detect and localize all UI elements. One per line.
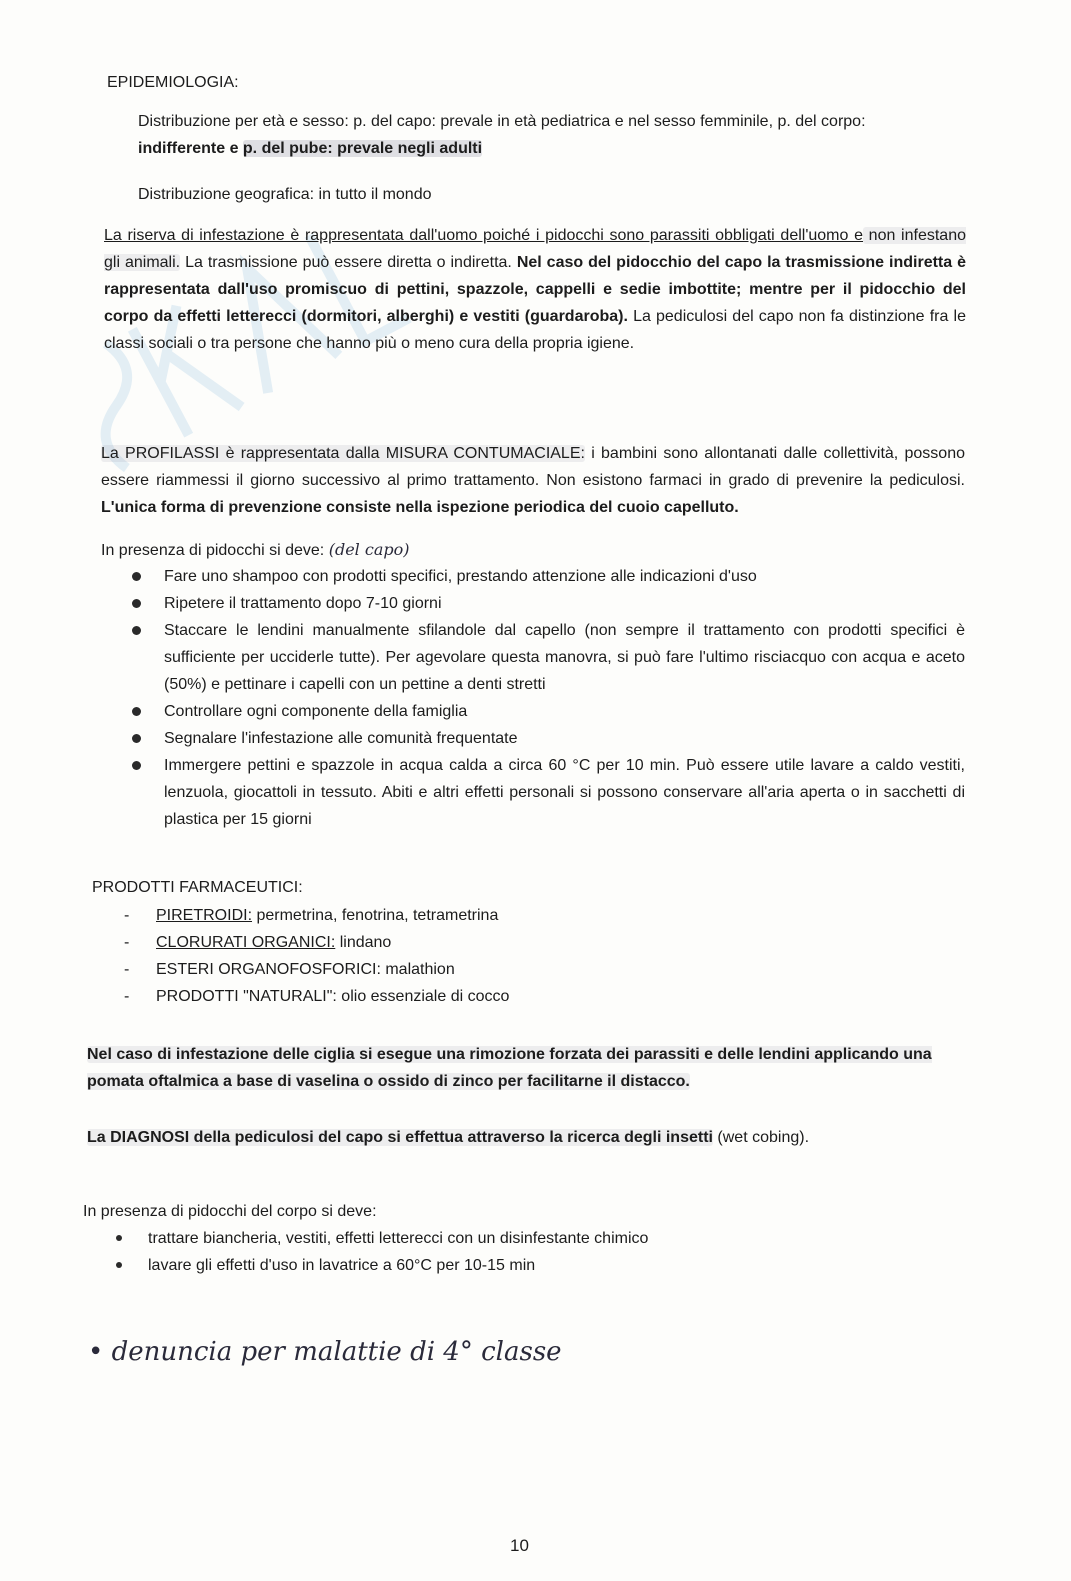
diagnosi-wet-cobing: (wet cobing). — [712, 1129, 810, 1146]
bullet-icon — [132, 572, 141, 581]
dist-eta-pube: p. del pube: prevale negli adulti — [242, 140, 483, 157]
riserva-trasmissione: La trasmissione può essere diretta o indiretta. — [180, 254, 512, 271]
dash-icon: - — [124, 934, 130, 951]
diagnosi-text: La DIAGNOSI della pediculosi del capo si effettua attraverso la ricerca degli insetti — [87, 1129, 713, 1146]
prodotti-list — [122, 902, 722, 1010]
riserva-classi-sociali: La pediculosi del capo non fa distinzione fra le classi sociali o tra persone che hanno più o meno cura della propria igiene. — [104, 308, 966, 352]
epidemiologia-heading: EPIDEMIOLOGIA: — [107, 74, 239, 91]
list-item: lavare gli effetti d'uso in lavatrice a 60°C per 10-15 min — [114, 1252, 814, 1279]
presenza-capo-list — [130, 563, 965, 833]
presenza-capo-text: In presenza di pidocchi si deve: — [101, 542, 325, 559]
list-item: Controllare ogni componente della famiglia — [130, 698, 965, 725]
presenza-capo-intro — [101, 536, 409, 564]
handwritten-note — [88, 1332, 562, 1372]
riserva-animali: non infestano gli animali. — [104, 227, 966, 271]
bullet-icon — [116, 1235, 122, 1241]
bullet-icon — [132, 707, 141, 716]
list-item: Ripetere il trattamento dopo 7-10 giorni — [130, 590, 965, 617]
bullet-icon — [132, 599, 141, 608]
diagnosi-paragraph — [87, 1124, 967, 1151]
dist-eta-corpo: indifferente e — [138, 140, 243, 157]
presenza-corpo-list — [114, 1225, 814, 1279]
riserva-paragraph — [104, 222, 966, 357]
prodotti-heading: PRODOTTI FARMACEUTICI: — [92, 879, 303, 896]
profilassi-paragraph — [101, 440, 965, 521]
bullet-icon — [132, 761, 141, 770]
bullet-icon — [132, 734, 141, 743]
list-item: Staccare le lendini manualmente sfilandole dal capello (non sempre il trattamento con prodotti specifici è sufficiente per ucciderle tutte). Per agevolare questa manovra, si può fare l'ultimo risciacquo con acqua e aceto (50%) e pettinare i capelli con un pettine a denti stretti — [130, 617, 965, 698]
bullet-icon — [132, 626, 141, 635]
ciglia-paragraph — [87, 1041, 967, 1095]
profilassi-ispezione: L'unica forma di prevenzione consiste nella ispezione periodica del cuoio capelluto. — [101, 499, 739, 516]
page-number: 10 — [510, 1536, 529, 1555]
list-item: - PIRETROIDI: permetrina, fenotrina, tetrametrina — [122, 902, 722, 929]
ciglia-text: Nel caso di infestazione delle ciglia si esegue una rimozione forzata dei parassiti e delle lendini applicando una pomata oftalmica a base di vaselina o ossido di zinco per facilitarne il distacco. — [87, 1046, 932, 1090]
profilassi-bambini: i bambini sono allontanati dalle collettività, possono essere riammessi il giorno successivo al primo trattamento. Non esistono farmaci in grado di prevenire la pediculosi. — [101, 445, 965, 489]
handwritten-note-text: denuncia per malattie di 4° classe — [111, 1337, 562, 1367]
handwritten-del-capo: (del capo) — [328, 540, 410, 559]
distribuzione-geografica: Distribuzione geografica: in tutto il mondo — [138, 186, 432, 203]
list-item: - PRODOTTI "NATURALI": olio essenziale di cocco — [122, 983, 722, 1010]
dist-eta-capo: p. del capo: prevale in età pediatrica e nel sesso femminile, p. del corpo: — [353, 113, 866, 130]
dash-icon: - — [124, 907, 130, 924]
dash-icon: - — [124, 988, 130, 1005]
riserva-sentence: La riserva di infestazione è rappresentata dall'uomo poiché i pidocchi sono parassiti obbligati dell'uomo e — [104, 227, 863, 244]
list-item: Segnalare l'infestazione alle comunità frequentate — [130, 725, 965, 752]
list-item: - ESTERI ORGANOFOSFORICI: malathion — [122, 956, 722, 983]
list-item: Fare uno shampoo con prodotti specifici, prestando attenzione alle indicazioni d'uso — [130, 563, 965, 590]
riserva-indiretta: Nel caso del pidocchio del capo la trasmissione indiretta è rappresentata dall'uso promiscuo di pettini, spazzole, cappelli e sedie imbottite; mentre per il pidocchio del corpo da effetti letterecci (dormitori, alberghi) e vestiti (guardaroba). — [104, 254, 967, 325]
dist-eta-label: Distribuzione per età e sesso: — [138, 113, 354, 130]
bullet-icon — [116, 1262, 122, 1268]
list-item: - CLORURATI ORGANICI: lindano — [122, 929, 722, 956]
dash-icon: - — [124, 961, 130, 978]
list-item: trattare biancheria, vestiti, effetti letterecci con un disinfestante chimico — [114, 1225, 814, 1252]
list-item: Immergere pettini e spazzole in acqua calda a circa 60 °C per 10 min. Può essere utile lavare a caldo vestiti, lenzuola, giocattoli in tessuto. Abiti e altri effetti personali si possono conservare all'aria aperta o in sacchetti di plastica per 15 giorni — [130, 752, 965, 833]
presenza-corpo-intro: In presenza di pidocchi del corpo si deve: — [83, 1203, 377, 1220]
profilassi-misura: La PROFILASSI è rappresentata dalla MISURA CONTUMACIALE: — [101, 445, 585, 462]
distribuzione-eta-sesso — [138, 108, 973, 162]
handwritten-bullet-icon: • — [88, 1337, 104, 1367]
